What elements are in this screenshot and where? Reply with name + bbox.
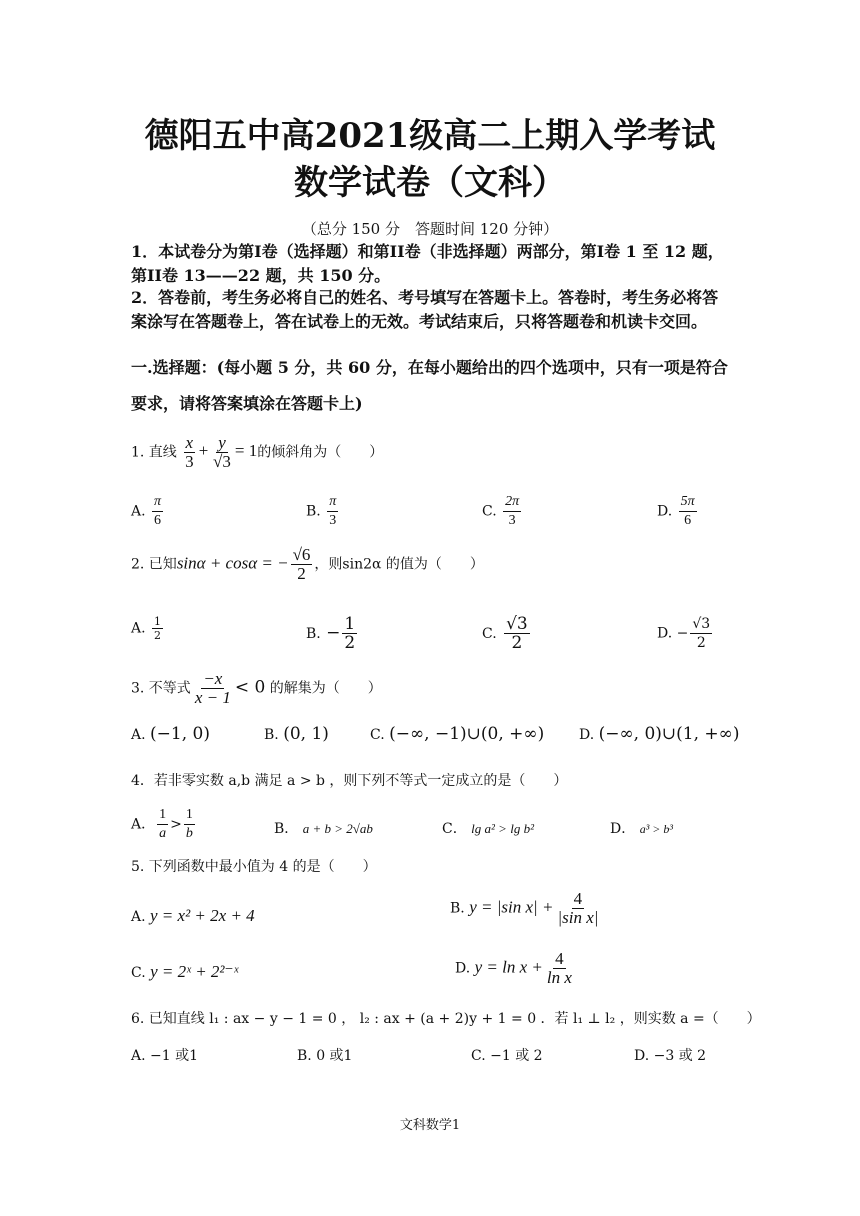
q3-a-label: A.	[131, 727, 146, 743]
q6-c-label: C.	[471, 1048, 486, 1064]
q1-d-label: D.	[657, 503, 673, 520]
q5-b-num: 4	[573, 889, 583, 908]
q5-option-b[interactable]	[450, 890, 602, 927]
q3-option-b[interactable]	[264, 724, 329, 744]
q1-b-den: 3	[329, 513, 337, 528]
q5-b-den: |sin x|	[557, 908, 599, 927]
q4-c-label: C．	[442, 821, 467, 837]
q1-b-label: B.	[306, 503, 321, 520]
q2-d-label: D.	[657, 625, 673, 642]
q2-suffix: ，则sin2α 的值为（ ）	[314, 556, 484, 573]
q1-a-num: π	[152, 493, 163, 512]
q1-option-a[interactable]	[131, 493, 165, 530]
q1-prefix: 1. 直线	[131, 444, 177, 461]
q1-den1: 3	[185, 452, 194, 471]
q1-c-num: 2π	[503, 493, 521, 512]
q6-option-d[interactable]	[634, 1045, 706, 1065]
exam-meta: （总分 150 分 答题时间 120 分钟）	[301, 220, 559, 238]
q2-frac-num: √6	[292, 545, 311, 564]
q2-prefix: 2. 已知	[131, 556, 177, 573]
q2-expr: sinα + cosα = −	[176, 553, 289, 573]
q2-d-num: √3	[692, 616, 711, 632]
q2-c-num: √3	[506, 614, 528, 634]
q4-d-label: D．	[610, 821, 636, 837]
q1-c-den: 3	[508, 513, 516, 528]
q1-c-label: C.	[482, 503, 497, 520]
q2-b-den: 2	[344, 633, 356, 653]
q1-num1: x	[185, 433, 194, 452]
q6-b-label: B.	[297, 1048, 312, 1064]
q5-b-label: B.	[450, 900, 465, 917]
q3-b-label: B.	[264, 727, 279, 743]
question-6: 6. 已知直线 l₁ : ax − y − 1 = 0 ， l₂ : ax + (a + 2)y + 1 = 0 ．若 l₁ ⊥ l₂ ，则实数 a =（ ）	[131, 1011, 761, 1027]
q4-a-num2: 1	[184, 806, 195, 825]
q3-a-text: (−1, 0)	[150, 724, 210, 744]
q2-c-den: 2	[511, 633, 523, 653]
q3-option-a[interactable]	[131, 724, 210, 744]
q1-d-num: 5π	[679, 493, 697, 512]
q1-option-c[interactable]	[482, 493, 523, 530]
q2-d-sign: −	[676, 625, 689, 642]
question-2	[131, 546, 484, 583]
q4-d-text: a³ > b³	[639, 822, 673, 836]
q1-rhs: = 1	[234, 441, 258, 461]
q5-a-text: y = x² + 2x + 4	[150, 906, 255, 925]
q5-option-a[interactable]	[131, 906, 255, 926]
exam-title-line1: 德阳五中高2021级高二上期入学考试	[144, 116, 716, 156]
q5-c-text: y = 2ˣ + 2²⁻ˣ	[150, 962, 239, 981]
q4-a-den2: b	[185, 826, 193, 841]
question-4: 4．若非零实数 a,b 满足 a > b ，则下列不等式一定成立的是（ ）	[131, 773, 568, 789]
q6-c-text: −1 或 2	[490, 1048, 543, 1064]
question-3	[131, 670, 382, 707]
q3-c-text: (−∞, −1)∪(0, +∞)	[389, 724, 545, 744]
q2-b-label: B.	[306, 626, 321, 642]
q3-c-label: C.	[370, 727, 385, 743]
q6-option-a[interactable]	[131, 1045, 198, 1065]
q4-b-label: B．	[274, 821, 299, 837]
q3-d-text: (−∞, 0)∪(1, +∞)	[598, 724, 740, 744]
q1-den2: √3	[213, 452, 231, 471]
q5-b-lhs: y = |sin x| +	[469, 897, 554, 917]
page-footer: 文科数学1	[399, 1118, 461, 1133]
q3-frac-den: x − 1	[194, 688, 231, 707]
q5-d-lhs: y = ln x +	[474, 957, 543, 977]
q2-a-den: 2	[154, 629, 162, 642]
q6-d-text: −3 或 2	[653, 1048, 707, 1064]
q2-option-a[interactable]	[131, 615, 165, 642]
question-1: 1. 直线 $\frac{x}{3}$ + $\frac{y}{√3}$ = 1的倾斜角为（ ）	[131, 433, 384, 471]
q3-suffix: 的解集为（ ）	[269, 680, 382, 697]
q5-option-c[interactable]	[131, 962, 238, 982]
q2-c-label: C.	[482, 626, 497, 642]
q1-option-d[interactable]	[657, 493, 699, 530]
q6-d-label: D.	[634, 1048, 650, 1064]
q1-num2: y	[218, 433, 226, 452]
q5-d-num: 4	[555, 949, 564, 968]
q4-option-d[interactable]	[610, 818, 673, 838]
q3-option-d[interactable]	[579, 724, 739, 744]
q2-b-sign: −	[326, 623, 341, 643]
q3-frac-num: −x	[203, 669, 223, 688]
q2-d-den: 2	[696, 635, 706, 651]
q1-a-label: A.	[131, 503, 146, 520]
q2-b-num: 1	[344, 614, 356, 634]
q1-a-den: 6	[154, 513, 162, 528]
q4-option-a[interactable]	[131, 806, 197, 843]
q5-c-label: C.	[131, 965, 146, 981]
q5-option-d[interactable]	[455, 950, 576, 987]
q4-a-label: A．	[131, 816, 156, 833]
q6-b-text: 0 或1	[316, 1048, 353, 1064]
q4-a-rel: >	[170, 816, 182, 833]
q5-d-den: ln x	[546, 968, 572, 987]
q4-b-text: a + b > 2√ab	[302, 821, 373, 836]
instruction-note-1: 1．本试卷分为第I卷（选择题）和第II卷（非选择题）两部分，第I卷 1 至 12 题，第II卷 13——22 题，共 150 分。	[131, 242, 724, 285]
q2-option-d[interactable]	[657, 615, 714, 652]
q2-a-label: A.	[131, 620, 146, 637]
exam-title-line2: 数学试卷（文科）	[294, 163, 566, 203]
q6-option-c[interactable]	[471, 1045, 543, 1065]
q1-option-b[interactable]	[306, 493, 340, 530]
q2-option-c[interactable]	[482, 615, 532, 652]
q5-a-label: A.	[131, 909, 146, 925]
q4-option-b[interactable]	[274, 818, 373, 838]
q3-b-text: (0, 1)	[283, 724, 329, 744]
instruction-note-2: 2．答卷前，考生务必将自己的姓名、考号填写在答题卡上。答卷时，考生务必将答案涂写在答题卷上，答在试卷上的无效。考试结束后，只将答题卷和机读卡交回。	[131, 288, 719, 331]
q3-option-c[interactable]	[370, 724, 544, 744]
section-heading: 一.选择题：(每小题 5 分，共 60 分，在每小题给出的四个选项中，只有一项是符合要求，请将答案填涂在答题卡上)	[131, 358, 728, 413]
q6-option-b[interactable]	[297, 1045, 352, 1065]
q4-a-den1: a	[159, 826, 167, 841]
q4-option-c[interactable]	[442, 818, 534, 838]
q6-a-label: A.	[131, 1048, 146, 1064]
q1-b-num: π	[327, 493, 338, 512]
q3-prefix: 3. 不等式	[131, 680, 191, 697]
q2-frac-den: 2	[297, 564, 306, 583]
q4-a-num1: 1	[157, 806, 168, 825]
q3-d-label: D.	[579, 727, 595, 743]
q5-d-label: D.	[455, 960, 471, 977]
q1-suffix: 的倾斜角为（ ）	[257, 444, 384, 461]
q1-d-den: 6	[684, 513, 692, 528]
q4-c-text: lg a² > lg b²	[471, 821, 534, 836]
q2-a-num: 1	[154, 615, 162, 628]
q2-option-b[interactable]	[306, 615, 359, 652]
question-5: 5. 下列函数中最小值为 4 的是（ ）	[131, 859, 377, 875]
q3-rel: < 0	[234, 677, 266, 698]
q6-a-text: −1 或1	[150, 1048, 199, 1064]
